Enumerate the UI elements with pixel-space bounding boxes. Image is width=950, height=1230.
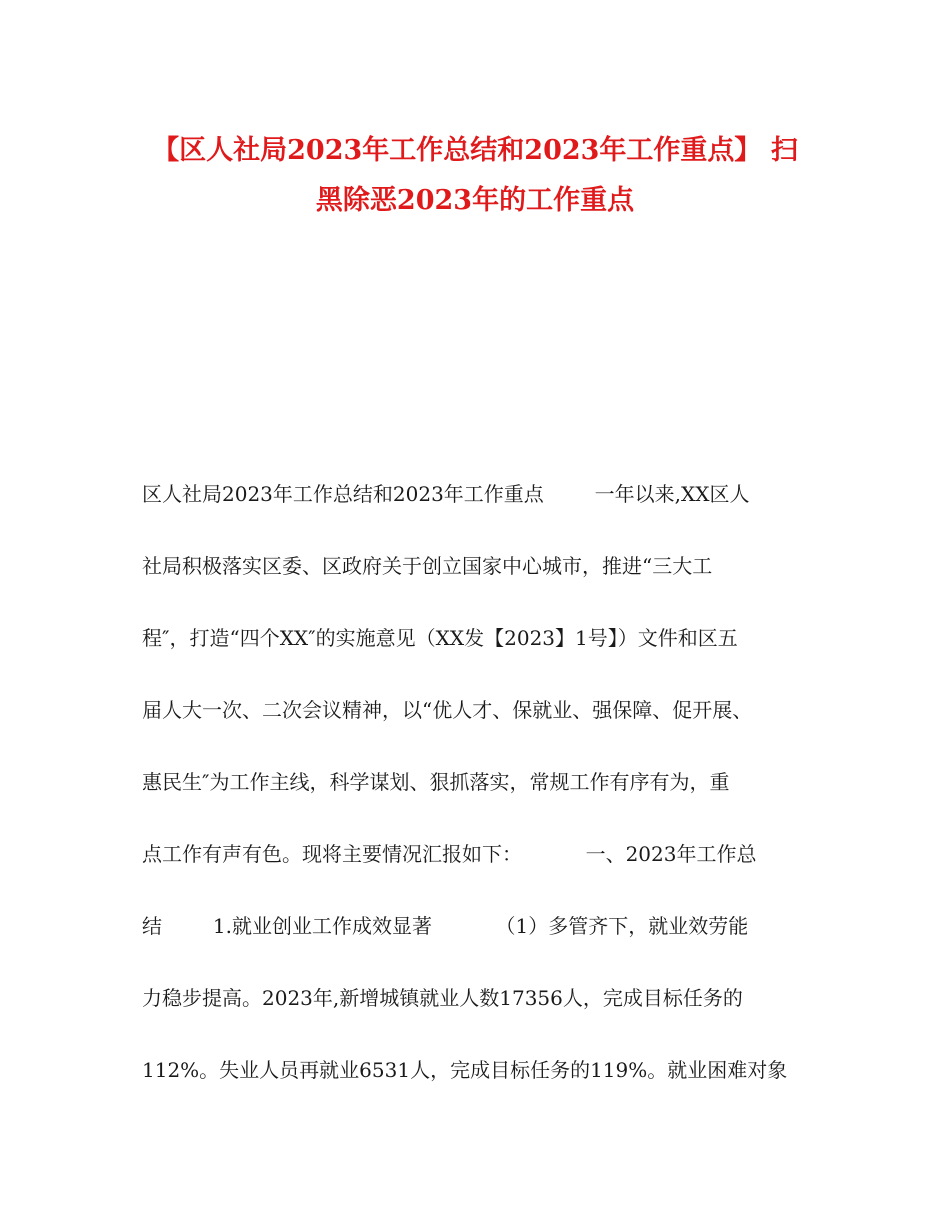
body-line-1: 区人社局2023年工作总结和2023年工作重点 一年以来,XX区人 <box>142 482 750 506</box>
title-line-1: 【区人社局2023年工作总结和2023年工作重点】 扫 <box>152 135 798 166</box>
document-title <box>130 126 820 226</box>
body-line-6: 点工作有声有色。现将主要情况汇报如下： 一、2023年工作总 <box>142 842 757 866</box>
body-line-7: 结 1.就业创业工作成效显著 （1）多管齐下，就业效劳能 <box>142 914 749 938</box>
body-line-3: 程″，打造“四个XX″的实施意见（XX发【2023】1号】）文件和区五 <box>142 626 738 650</box>
body-line-2: 社局积极落实区委、区政府关于创立国家中心城市，推进“三大工 <box>142 554 713 578</box>
body-line-8: 力稳步提高。2023年,新增城镇就业人数17356人，完成目标任务的 <box>142 986 743 1010</box>
body-line-5: 惠民生″为工作主线，科学谋划、狠抓落实，常规工作有序有为，重 <box>142 770 730 794</box>
title-line-2: 黑除恶2023年的工作重点 <box>315 185 635 216</box>
body-line-9: 112%。失业人员再就业6531人，完成目标任务的119%。就业困难对象 <box>142 1058 788 1082</box>
body-line-4: 届人大一次、二次会议精神，以“优人才、保就业、强保障、促开展、 <box>142 698 753 722</box>
